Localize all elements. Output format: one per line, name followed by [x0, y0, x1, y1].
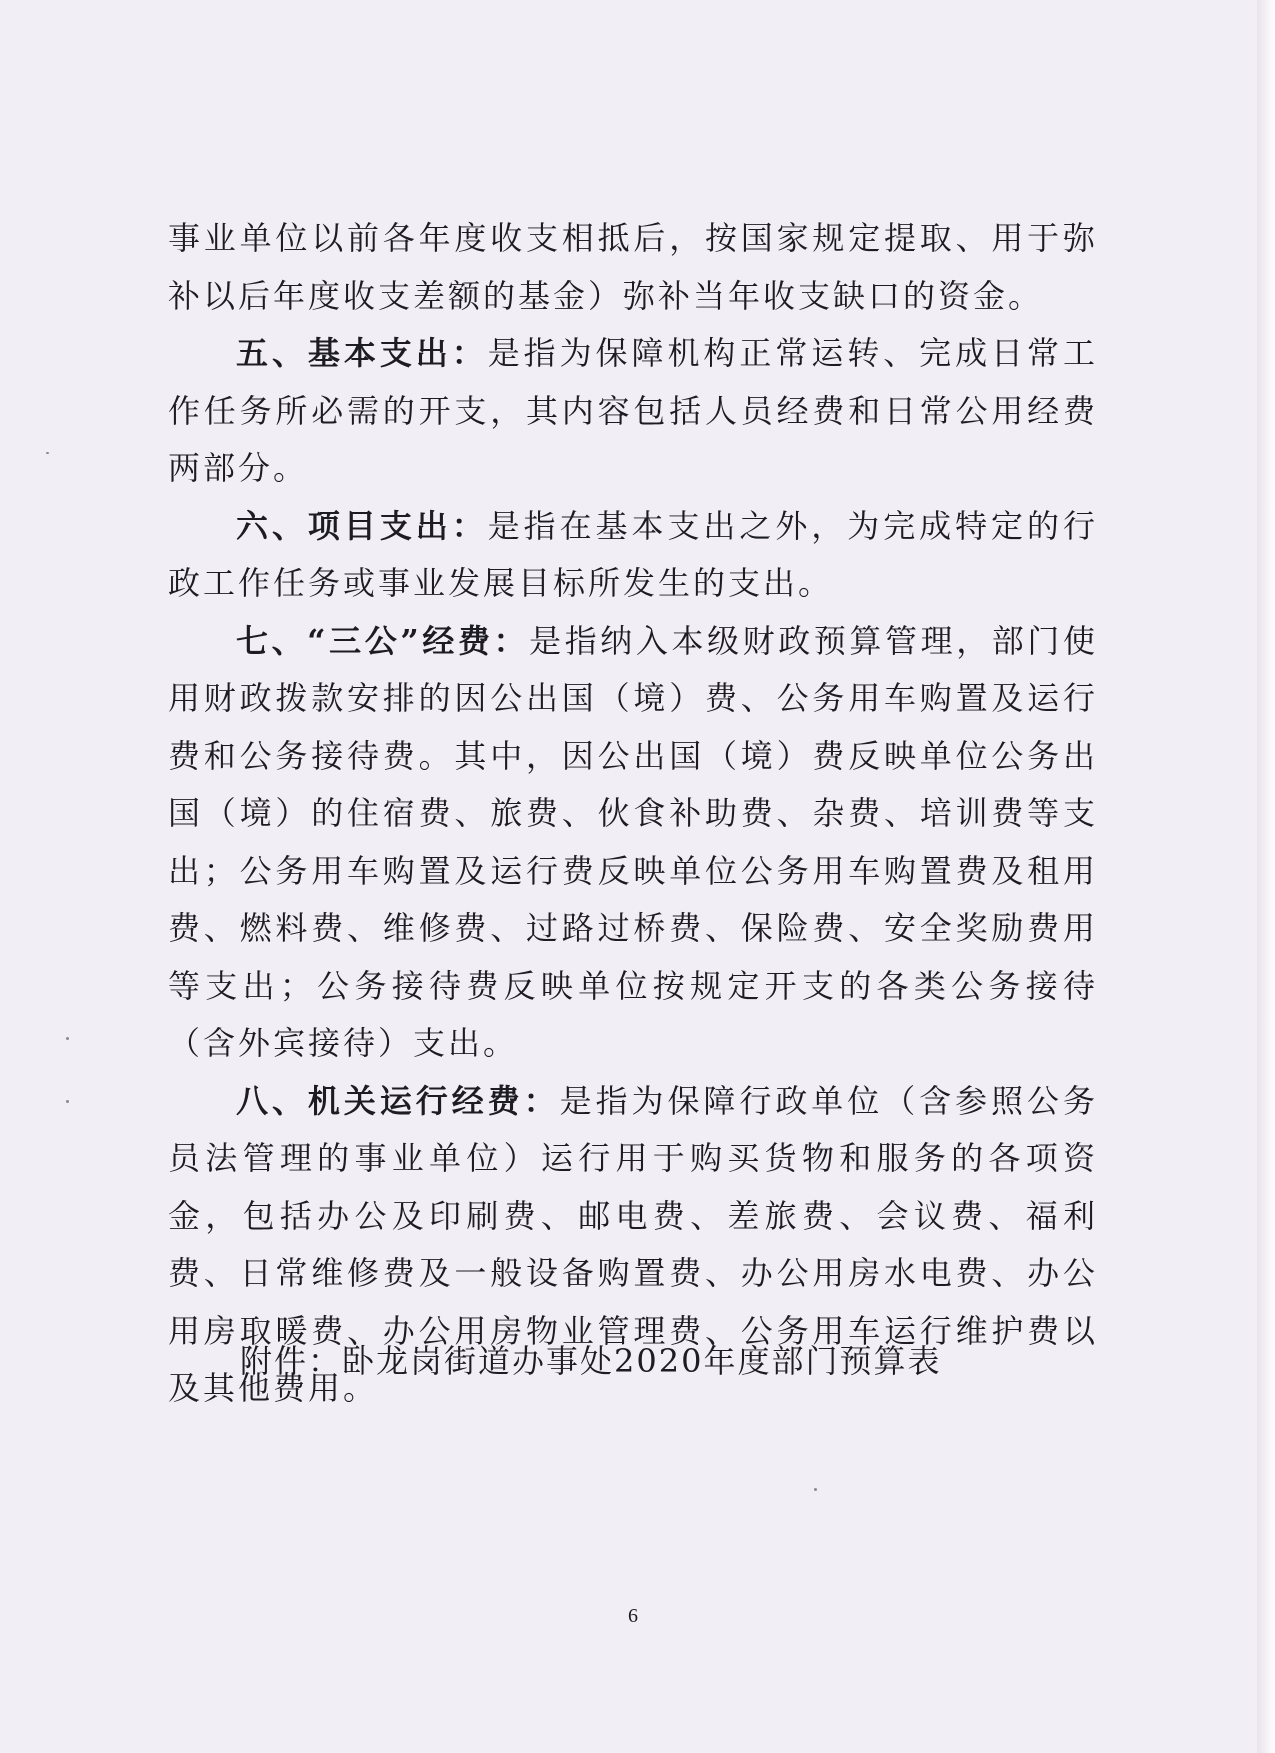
paragraph-project-expenditure: [168, 498, 1098, 613]
paragraph-text: 事业单位以前各年度收支相抵后，按国家规定提取、用于弥补以后年度收支差额的基金）弥补当年收支缺口的资金。: [168, 219, 1098, 315]
paragraph-term: 五、基本支出：: [236, 334, 488, 372]
document-body: [168, 210, 1098, 1418]
scan-edge: [1257, 0, 1275, 1753]
scan-speck: [66, 1037, 69, 1040]
paragraph-term: 六、项目支出：: [236, 506, 488, 545]
attachment-note: 附件：卧龙岗街道办事处2020年度部门预算表: [240, 1342, 942, 1380]
scan-speck: [814, 1488, 817, 1491]
paragraph-term: 七、“三公”经费：: [236, 621, 530, 660]
paragraph-text: 是指为保障机构正常运转、完成日常工作任务所必需的开支，其内容包括人员经费和日常公用经费两部分。: [168, 334, 1098, 487]
paragraph-three-public-expenses: [168, 613, 1098, 1073]
scan-speck: [66, 1100, 69, 1103]
paragraph-text: 是指纳入本级财政预算管理，部门使用财政拨款安排的因公出国（境）费、公务用车购置及运行费和公务接待费。其中，因公出国（境）费反映单位公务出国（境）的住宿费、旅费、伙食补助费、杂费、培训费等支出；公务用车购置及运行费反映单位公务用车购置费及租用费、燃料费、维修费、过路过桥费、保险费、安全奖励费用等支出；公务接待费反映单位按规定开支的各类公务接待（含外宾接待）支出。: [168, 621, 1098, 1062]
page-number: 6: [628, 1605, 638, 1627]
scan-speck: [46, 452, 49, 454]
paragraph-basic-expenditure: [168, 325, 1098, 498]
paragraph-text: 是指在基本支出之外，为完成特定的行政工作任务或事业发展目标所发生的支出。: [168, 506, 1098, 602]
paragraph-text: 是指为保障行政单位（含参照公务员法管理的事业单位）运行用于购买货物和服务的各项资金，包括办公及印刷费、邮电费、差旅费、会议费、福利费、日常维修费及一般设备购置费、办公用房水电费、办公用房取暖费、办公用房物业管理费、公务用车运行维护费以及其他费用。: [168, 1081, 1098, 1407]
paragraph-continuation: [168, 210, 1098, 325]
paragraph-term: 八、机关运行经费：: [236, 1081, 560, 1120]
